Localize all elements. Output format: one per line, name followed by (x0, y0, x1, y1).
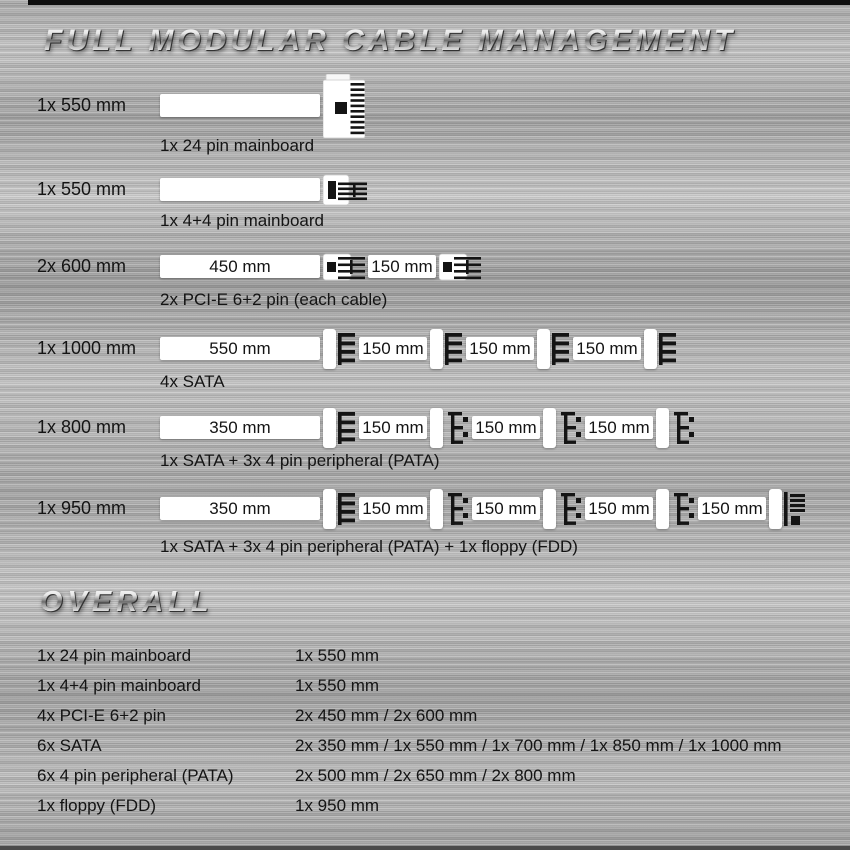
cable-connectors-caption: 4x SATA (160, 372, 225, 391)
cable-segment-length-label: 350 mm (209, 498, 271, 518)
overall-table-row (0, 645, 850, 667)
cable-segment-length-label: 150 mm (469, 338, 531, 358)
cable-bar-line (160, 337, 677, 360)
cable-segment-length-label: 150 mm (576, 338, 638, 358)
overall-item-label: 1x 4+4 pin mainboard (37, 676, 201, 695)
overall-item-label: 4x PCI-E 6+2 pin (37, 706, 166, 725)
cable-connectors-caption: 1x 4+4 pin mainboard (160, 211, 324, 230)
sata-connector-icon-glyph (338, 332, 356, 366)
sata-connector-icon (323, 408, 356, 448)
cable-segment-length-label: 150 mm (362, 498, 424, 518)
cable-pass-through-tab (323, 408, 336, 448)
eps44-connector-icon-glyph (323, 173, 369, 207)
cable-segment-bar (472, 497, 540, 520)
pata-connector-icon (543, 408, 582, 448)
cable-bar-line (160, 178, 369, 201)
page-title: FULL MODULAR CABLE MANAGEMENT (44, 24, 737, 57)
sata-connector-icon-glyph (338, 411, 356, 445)
overall-table-row (0, 765, 850, 787)
cable-segment-length-label: 150 mm (371, 256, 433, 276)
cable-pass-through-tab (644, 329, 657, 369)
cable-segment-length-label: 150 mm (362, 417, 424, 437)
sata-connector-icon (644, 329, 677, 369)
cable-bar-line (160, 497, 806, 520)
cable-segment-bar (359, 416, 427, 439)
cable-pass-through-tab (543, 408, 556, 448)
cable-connectors-caption: 2x PCI-E 6+2 pin (each cable) (160, 290, 388, 309)
cable-connectors-caption: 1x SATA + 3x 4 pin peripheral (PATA) (160, 451, 440, 470)
overall-item-label: 6x SATA (37, 736, 102, 755)
pata-connector-icon (430, 408, 469, 448)
bottom-border-line (0, 846, 850, 850)
cable-segment-bar (160, 94, 320, 117)
sata-connector-icon (537, 329, 570, 369)
overall-item-lengths: 2x 450 mm / 2x 600 mm (295, 706, 478, 725)
overall-section-title: OVERALL (40, 586, 214, 618)
eps44-connector-icon (323, 173, 369, 207)
cable-pass-through-tab (656, 489, 669, 529)
sata-connector-icon-glyph (445, 332, 463, 366)
cable-segment-bar (359, 497, 427, 520)
fdd-connector-icon-glyph (784, 491, 806, 527)
fdd-connector-icon (769, 489, 806, 529)
cable-pass-through-tab (543, 489, 556, 529)
cable-segment-bar (160, 178, 320, 201)
sata-connector-icon (323, 489, 356, 529)
overall-item-lengths: 1x 550 mm (295, 676, 380, 695)
pata-connector-icon-glyph (671, 492, 695, 526)
cable-segment-bar (472, 416, 540, 439)
cable-connectors-caption: 1x SATA + 3x 4 pin peripheral (PATA) + 1x floppy (FDD) (160, 537, 578, 556)
cable-total-length: 1x 800 mm (37, 417, 127, 437)
overall-item-lengths: 1x 950 mm (295, 796, 380, 815)
cable-bar-line (160, 255, 481, 278)
cable-pass-through-tab (430, 408, 443, 448)
cable-total-length: 2x 600 mm (37, 256, 127, 276)
pata-connector-icon-glyph (445, 492, 469, 526)
pcie-connector-icon (439, 252, 481, 282)
atx24-connector-icon-glyph (323, 74, 365, 138)
overall-item-lengths: 2x 500 mm / 2x 650 mm / 2x 800 mm (295, 766, 576, 785)
sata-connector-icon (323, 329, 356, 369)
overall-table-row (0, 735, 850, 757)
cable-segment-bar (160, 337, 320, 360)
cable-segment-length-label: 150 mm (588, 417, 650, 437)
cable-segment-length-label: 150 mm (475, 498, 537, 518)
cable-pass-through-tab (537, 329, 550, 369)
cable-segment-bar (160, 497, 320, 520)
top-border-line (28, 0, 850, 5)
overall-item-label: 1x 24 pin mainboard (37, 646, 192, 665)
pata-connector-icon (543, 489, 582, 529)
cable-pass-through-tab (430, 329, 443, 369)
cable-segment-bar (466, 337, 534, 360)
pcie-connector-icon-glyph (439, 252, 481, 282)
cable-segment-bar (585, 497, 653, 520)
overall-item-label: 6x 4 pin peripheral (PATA) (37, 766, 234, 785)
sata-connector-icon (430, 329, 463, 369)
cable-segment-bar (160, 416, 320, 439)
pata-connector-icon (430, 489, 469, 529)
cable-total-length: 1x 950 mm (37, 498, 127, 518)
cable-pass-through-tab (769, 489, 782, 529)
sata-connector-icon-glyph (552, 332, 570, 366)
pata-connector-icon-glyph (558, 492, 582, 526)
pata-connector-icon (656, 408, 695, 448)
cable-segment-bar (160, 255, 320, 278)
cable-total-length: 1x 550 mm (37, 95, 127, 115)
overall-item-lengths: 1x 550 mm (295, 646, 380, 665)
cable-segment-bar (368, 255, 436, 278)
cable-segment-length-label: 150 mm (701, 498, 763, 518)
sata-connector-icon-glyph (659, 332, 677, 366)
cable-segment-length-label: 550 mm (209, 338, 271, 358)
cable-pass-through-tab (656, 408, 669, 448)
cable-segment-bar (698, 497, 766, 520)
pcie-connector-icon (323, 252, 365, 282)
overall-table-row (0, 795, 850, 817)
cable-pass-through-tab (323, 489, 336, 529)
cable-total-length: 1x 550 mm (37, 179, 127, 199)
cable-bar-line (160, 416, 695, 439)
cable-bar-line (160, 94, 365, 117)
cable-segment-length-label: 150 mm (588, 498, 650, 518)
cable-pass-through-tab (430, 489, 443, 529)
cable-segment-bar (573, 337, 641, 360)
sata-connector-icon-glyph (338, 492, 356, 526)
pcie-connector-icon-glyph (323, 252, 365, 282)
pata-connector-icon (656, 489, 695, 529)
cable-segment-length-label: 350 mm (209, 417, 271, 437)
overall-item-label: 1x floppy (FDD) (37, 796, 157, 815)
pata-connector-icon-glyph (671, 411, 695, 445)
overall-table-row (0, 675, 850, 697)
cable-total-length: 1x 1000 mm (37, 338, 137, 358)
cable-segment-bar (359, 337, 427, 360)
cable-connectors-caption: 1x 24 pin mainboard (160, 136, 315, 155)
atx24-connector-icon (323, 74, 365, 138)
cable-segment-bar (585, 416, 653, 439)
pata-connector-icon-glyph (558, 411, 582, 445)
cable-pass-through-tab (323, 329, 336, 369)
cable-segment-length-label: 150 mm (362, 338, 424, 358)
overall-item-lengths: 2x 350 mm / 1x 550 mm / 1x 700 mm / 1x 850 mm / 1x 1000 mm (295, 736, 782, 755)
overall-table-row (0, 705, 850, 727)
cable-segment-length-label: 150 mm (475, 417, 537, 437)
pata-connector-icon-glyph (445, 411, 469, 445)
cable-segment-length-label: 450 mm (209, 256, 271, 276)
